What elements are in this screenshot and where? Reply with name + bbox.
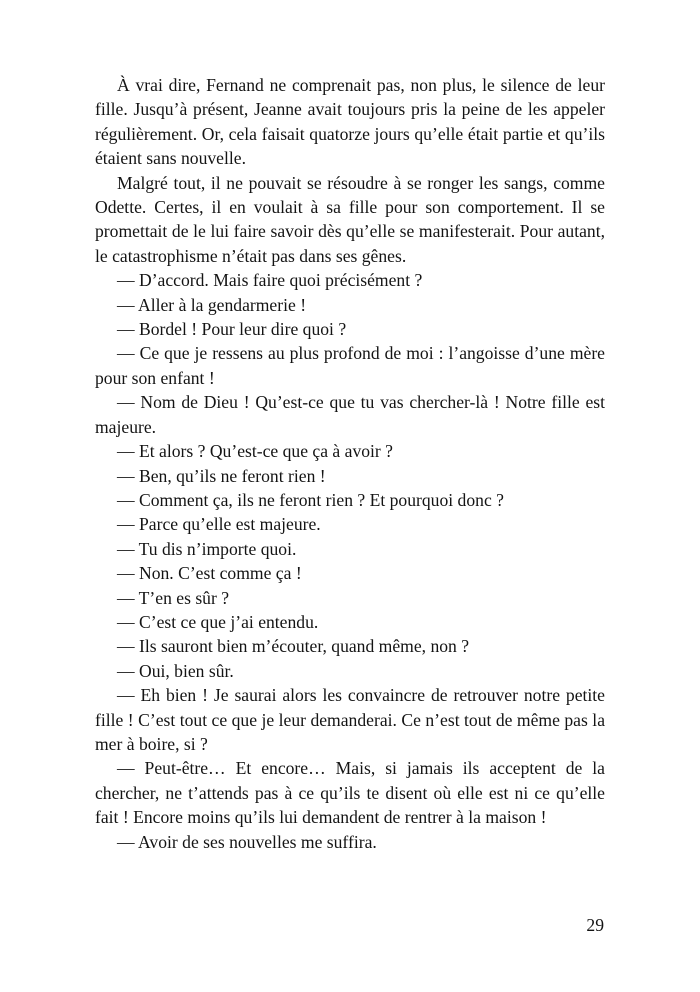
dialogue-line: — Ce que je ressens au plus profond de moi : l’angoisse d’une mère pour son enfant ! — [95, 343, 605, 388]
dialogue-line: — Bordel ! Pour leur dire quoi ? — [117, 319, 347, 340]
dialogue-line: — Avoir de ses nouvelles me suffira. — [117, 831, 377, 852]
dialogue-line: — Et alors ? Qu’est-ce que ça à avoir ? — [117, 441, 393, 462]
dialogue-line: — Non. C’est comme ça ! — [117, 563, 302, 584]
dialogue-line: — Oui, bien sûr. — [117, 660, 234, 681]
dialogue-line: — Eh bien ! Je saurai alors les convaincre de retrouver notre petite fille ! C’est tout ce que je leur demanderai. Ce n’est tout de même pas la mer à boire, si ? — [95, 685, 605, 754]
paragraph: Malgré tout, il ne pouvait se résoudre à se ronger les sangs, comme Odette. Certes, il en voulait à sa fille pour son comportement. Il se promettait de le lui faire savoir dès qu’elle se manifesterait. Pour autant, le catastrophisme n’était pas dans ses gênes. — [95, 172, 605, 266]
page-number: 29 — [586, 915, 604, 935]
dialogue-line: — Comment ça, ils ne feront rien ? Et pourquoi donc ? — [117, 489, 504, 510]
dialogue-line: — Nom de Dieu ! Qu’est-ce que tu vas chercher-là ! Notre fille est majeure. — [95, 392, 605, 437]
dialogue-line: — T’en es sûr ? — [117, 587, 230, 608]
dialogue-line: — Aller à la gendarmerie ! — [117, 294, 307, 315]
dialogue-line: — D’accord. Mais faire quoi précisément ? — [117, 270, 423, 291]
dialogue-line: — Tu dis n’importe quoi. — [117, 538, 297, 559]
dialogue-line: — Ben, qu’ils ne feront rien ! — [117, 465, 326, 486]
dialogue-line: — Ils sauront bien m’écouter, quand même, non ? — [117, 636, 470, 657]
dialogue-line: — C’est ce que j’ai entendu. — [117, 611, 319, 632]
dialogue-line: — Peut-être… Et encore… Mais, si jamais ils acceptent de la chercher, ne t’attends pas à ce qu’ils te disent où elle est ni ce qu’elle fait ! Encore moins qu’ils lui demandent de rentrer à la maison ! — [95, 758, 605, 828]
page-body — [95, 73, 605, 854]
dialogue-line: — Parce qu’elle est majeure. — [117, 514, 321, 535]
paragraph: À vrai dire, Fernand ne comprenait pas, non plus, le silence de leur fille. Jusqu’à présent, Jeanne avait toujours pris la peine de les appeler régulièrement. Or, cela faisait quatorze jours qu’elle était partie et qu’ils étaient sans nouvelle. — [95, 75, 605, 169]
